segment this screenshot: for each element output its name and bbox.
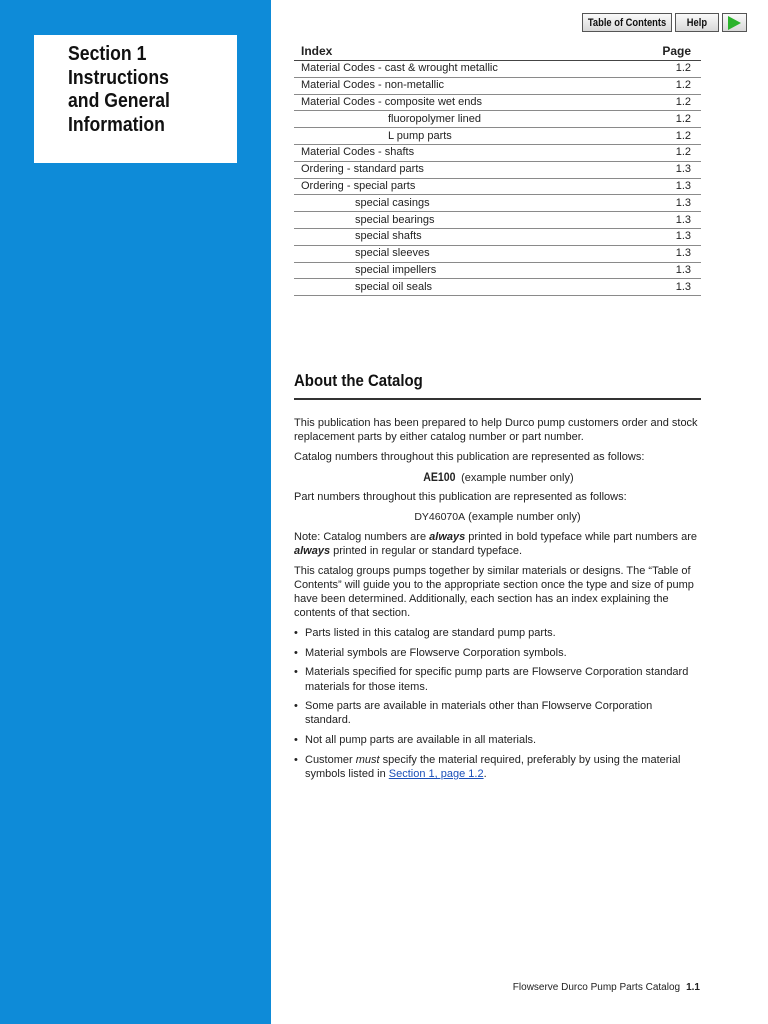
index-row[interactable] (294, 228, 701, 245)
index-page: 1.2 (624, 77, 701, 94)
index-entry: Material Codes - cast & wrought metallic (294, 61, 624, 78)
index-page: 1.3 (624, 279, 701, 296)
footer-catalog-name: Flowserve Durco Pump Parts Catalog (512, 982, 681, 993)
index-row[interactable] (294, 262, 701, 279)
top-navigation (582, 13, 747, 32)
notes-list (294, 626, 701, 781)
index-page: 1.3 (624, 195, 701, 212)
part-example (294, 510, 701, 524)
list-item: • Parts listed in this catalog are standard pump parts. (294, 626, 701, 640)
list-item-emphasis: must (355, 753, 380, 766)
index-row[interactable] (294, 61, 701, 78)
note-emphasis: always (294, 544, 331, 557)
index-page: 1.3 (624, 262, 701, 279)
index-entry: Material Codes - non-metallic (294, 77, 624, 94)
index-page: 1.2 (624, 61, 701, 78)
index-entry: special sleeves (294, 245, 624, 262)
part-example-note: (example number only) (465, 511, 581, 524)
index-row[interactable] (294, 77, 701, 94)
section-index (294, 43, 701, 296)
footer-page-number: 1.1 (686, 982, 700, 993)
list-item: • Some parts are available in materials other than Flowserve Corporation standard. (294, 699, 701, 727)
section-title (68, 42, 240, 136)
about-catalog-section (294, 371, 701, 787)
index-entry: fluoropolymer lined (294, 111, 624, 128)
help-label: Help (686, 16, 708, 29)
index-row[interactable] (294, 161, 701, 178)
section-title-box (34, 35, 237, 163)
catalog-number-paragraph: Catalog numbers throughout this publication are represented as follows: (294, 450, 645, 463)
grouping-paragraph: This catalog groups pumps together by similar materials or designs. The “Table of Contents” will guide you to the appropriate section once the type and size of pump have been determined. Additionally, each section has an index explaining the contents of that section. (294, 564, 694, 620)
index-page: 1.3 (624, 228, 701, 245)
list-item-text: specify the material required, preferably by using the material symbols listed in (305, 753, 681, 781)
index-page: 1.2 (624, 94, 701, 111)
index-entry: special casings (294, 195, 624, 212)
index-entry: special impellers (294, 262, 624, 279)
index-entry: Ordering - standard parts (294, 161, 624, 178)
about-body (294, 416, 701, 781)
section-title-line: Information (68, 112, 165, 136)
section-1-page-1-2-link[interactable]: Section 1, page 1.2 (388, 768, 484, 781)
index-entry: special oil seals (294, 279, 624, 296)
note-text: printed in regular or standard typeface. (330, 544, 523, 557)
index-page: 1.2 (624, 144, 701, 161)
list-item: • Not all pump parts are available in all materials. (294, 733, 701, 747)
section-title-line: Instructions (68, 65, 169, 89)
index-entry: Material Codes - shafts (294, 144, 624, 161)
about-heading: About the Catalog (294, 371, 423, 390)
list-item: • Materials specified for specific pump parts are Flowserve Corporation standard materials for those items. (294, 665, 701, 693)
help-button[interactable] (675, 13, 719, 32)
section-title-line: and General (68, 89, 170, 112)
index-page: 1.3 (624, 245, 701, 262)
part-number-paragraph: Part numbers throughout this publication are represented as follows: (294, 491, 627, 504)
catalog-example-number: AE100 (423, 469, 456, 484)
list-item (294, 753, 701, 781)
page-footer (513, 982, 700, 993)
index-row[interactable] (294, 279, 701, 296)
note-text: Note: Catalog numbers are (294, 530, 430, 543)
index-page: 1.3 (624, 212, 701, 229)
list-item-text: Customer (305, 753, 356, 766)
index-entry: special bearings (294, 212, 624, 229)
index-row[interactable] (294, 245, 701, 262)
index-row[interactable] (294, 144, 701, 161)
index-page: 1.3 (624, 161, 701, 178)
index-row[interactable] (294, 128, 701, 145)
intro-paragraph: This publication has been prepared to help Durco pump customers order and stock replacement parts by either catalog number or part number. (294, 417, 698, 444)
catalog-example (294, 470, 701, 485)
index-header-page: Page (624, 43, 701, 61)
table-of-contents-label: Table of Contents (587, 16, 667, 29)
index-table (294, 43, 701, 296)
index-entry: Material Codes - composite wet ends (294, 94, 624, 111)
index-entry: Ordering - special parts (294, 178, 624, 195)
index-page: 1.2 (624, 128, 701, 145)
index-row[interactable] (294, 195, 701, 212)
next-page-button[interactable] (722, 13, 747, 32)
index-entry: special shafts (294, 228, 624, 245)
index-row[interactable] (294, 178, 701, 195)
index-entry: L pump parts (294, 128, 624, 145)
part-example-number: DY46070A (414, 511, 466, 524)
index-row[interactable] (294, 94, 701, 111)
list-item-text: . (483, 768, 487, 781)
play-arrow-icon (728, 16, 741, 30)
heading-rule (294, 398, 701, 400)
catalog-example-note: (example number only) (458, 471, 574, 484)
note-text: printed in bold typeface while part numbers are (465, 530, 697, 543)
index-page: 1.3 (624, 178, 701, 195)
index-header-row (294, 43, 701, 61)
index-header-label: Index (294, 43, 624, 61)
note-emphasis: always (429, 530, 466, 543)
index-row[interactable] (294, 111, 701, 128)
list-item: • Material symbols are Flowserve Corporation symbols. (294, 646, 701, 660)
typeface-note (294, 530, 701, 558)
section-title-line: Section 1 (68, 42, 147, 65)
index-page: 1.2 (624, 111, 701, 128)
table-of-contents-button[interactable] (582, 13, 672, 32)
index-row[interactable] (294, 212, 701, 229)
